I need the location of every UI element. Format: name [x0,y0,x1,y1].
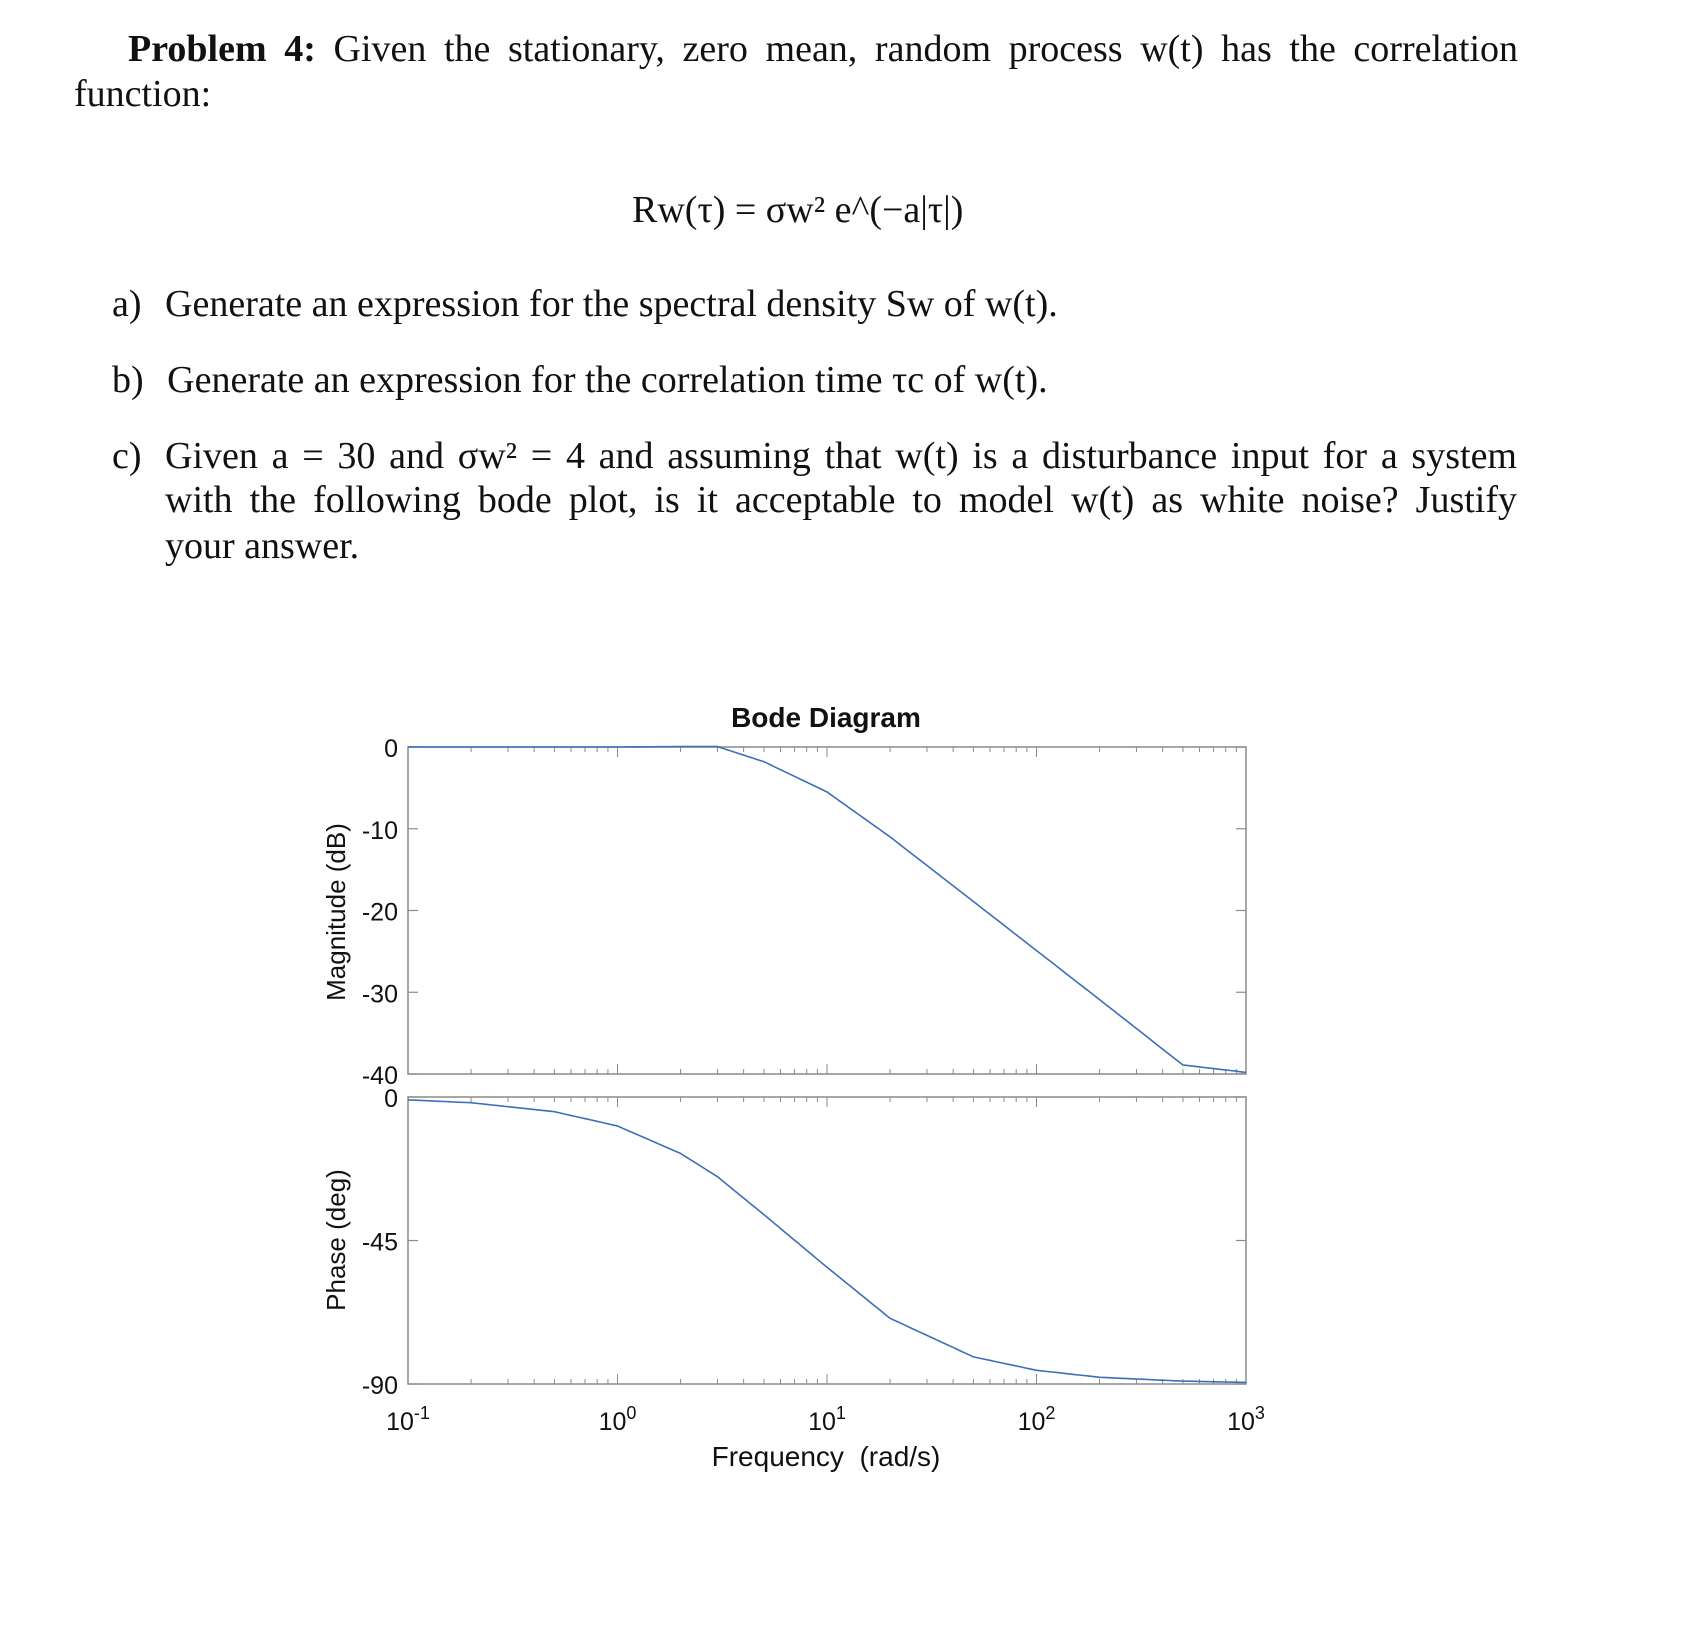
frequency-xlabel: Frequency (rad/s) [711,1441,941,1472]
part-b-text: Generate an expression for the correlation time τc of w(t). [167,359,1048,401]
ph-ytick-label: -45 [361,1228,398,1257]
part-b-marker: b) [112,359,144,401]
mag-ytick-label: -10 [361,816,398,845]
mag-ytick-label: 0 [384,735,398,763]
mag-ytick-label: -40 [361,1062,398,1090]
part-a-text: Generate an expression for the spectral density Sw of w(t). [165,283,1058,325]
mag-ytick-label: -30 [361,980,398,1009]
part-a-marker: a) [112,283,142,325]
xtick-exponent: 0 [626,1403,637,1423]
xtick-base: 10 [598,1408,627,1436]
part-c-line-1: Given a = 30 and σw² = 4 and assuming that w(t) is a disturbance input for a system [165,435,1517,477]
magnitude-axes [408,747,1246,1074]
phase-ylabel: Phase (deg) [321,1169,351,1311]
xtick-exponent: 3 [1254,1403,1265,1423]
xtick-label [1018,1403,1056,1436]
xtick-base: 10 [1017,1408,1046,1436]
chart-title: Bode Diagram [731,702,921,733]
problem-label: Problem 4: [128,28,316,70]
xtick-label [599,1403,637,1436]
xtick-base: 10 [386,1408,414,1436]
xtick-label [1227,1403,1265,1436]
part-c-line-3: your answer. [165,525,360,567]
equation-text: Rw(τ) = σw² e^(−a|τ|) [632,189,964,231]
mag-ytick-label: -20 [361,898,398,927]
xtick-base: 10 [1227,1408,1255,1436]
xtick-exponent: 1 [835,1403,846,1423]
problem-line-2: function: [74,73,212,115]
xtick-exponent: 2 [1045,1403,1056,1423]
xtick-label [808,1403,846,1436]
phase-axes [408,1097,1246,1384]
part-c-line-2: with the following bode plot, is it acceptable to model w(t) as white noise? Justify [165,479,1517,521]
problem-intro: Given the stationary, zero mean, random process w(t) has the correlation [333,28,1519,70]
frequency-ticks [386,1403,1265,1436]
xtick-base: 10 [808,1408,836,1436]
ph-ytick-label: 0 [384,1085,398,1113]
ph-ytick-label: -90 [361,1372,398,1400]
part-c-marker: c) [112,435,142,477]
xtick-label [386,1403,430,1436]
xtick-exponent: -1 [413,1403,430,1423]
magnitude-ylabel: Magnitude (dB) [321,823,351,1001]
